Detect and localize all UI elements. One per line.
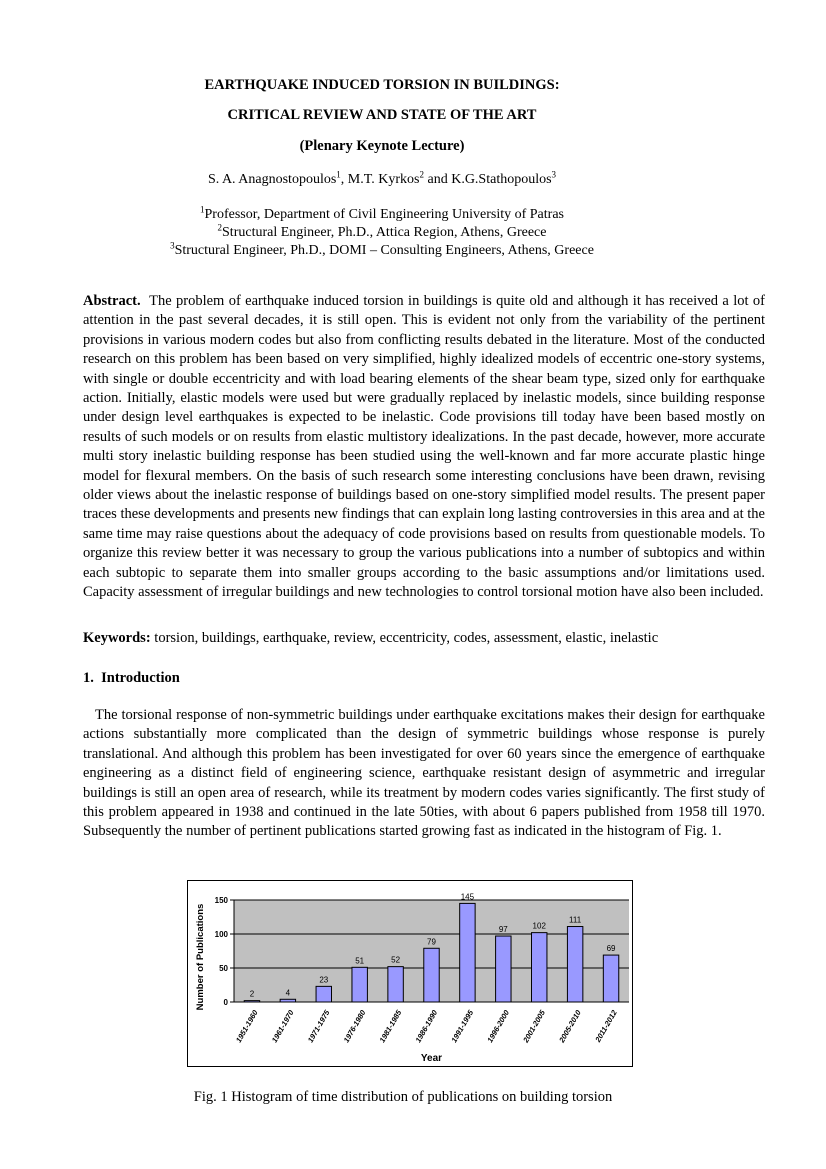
affiliation-mark: 3 [170, 240, 175, 251]
bar [280, 999, 295, 1002]
x-tick-label: 1951-1960 [233, 1008, 260, 1045]
x-tick-label: 1991-1995 [449, 1008, 476, 1045]
section-heading [83, 670, 180, 687]
abstract [83, 292, 765, 603]
y-tick-label: 150 [214, 896, 228, 905]
bar [460, 903, 475, 1002]
section-number: 1. [83, 670, 94, 686]
author-name: M.T. Kyrkos [347, 172, 420, 187]
publication-histogram [188, 881, 634, 1068]
author-name: S. A. Anagnostopoulos [207, 172, 337, 187]
affiliation-mark: 1 [200, 204, 205, 215]
keywords-label: Keywords: [83, 630, 151, 646]
bar [244, 1001, 259, 1002]
x-tick-label: 1961-1970 [269, 1008, 296, 1045]
affiliation [0, 206, 764, 224]
bar [352, 967, 367, 1002]
bar-data-label: 79 [427, 937, 436, 947]
y-tick-label: 100 [214, 930, 228, 939]
bar [496, 936, 511, 1002]
bar [424, 948, 439, 1002]
bar [532, 933, 547, 1002]
x-tick-label: 1981-1985 [377, 1008, 404, 1045]
affiliation-text: Structural Engineer, Ph.D., Attica Region, Athens, Greece [222, 225, 547, 240]
bar-data-label: 111 [569, 915, 582, 925]
keywords-text: torsion, buildings, earthquake, review, eccentricity, codes, assessment, elastic, inelastic [154, 630, 659, 646]
x-tick-label: 1971-1975 [305, 1008, 332, 1045]
y-axis-title: Number of Publications [195, 903, 206, 1011]
affiliation [0, 242, 764, 260]
bar-data-label: 23 [319, 975, 329, 985]
affiliation-mark: 2 [217, 222, 223, 233]
bar [388, 967, 403, 1002]
bar [316, 986, 331, 1002]
author-mark: 3 [551, 169, 557, 180]
bar-data-label: 69 [606, 944, 616, 954]
bar-data-label: 102 [532, 921, 546, 931]
bar [567, 927, 582, 1002]
abstract-text: The problem of earthquake induced torsion in buildings is quite old and although it has received a lot of attention in the past several decades, it is still open. This is evident not only from the variability of the pertinent provisions in various modern codes but also from conflicting results debated in the literature. Most of the conducted research on this problem has been based on very simplified, highly idealized models of eccentric one-story systems, with single or double eccentricity and with load bearing elements of the shear beam type, sized only for earthquake action. Initially, elastic models were used but were gradually replaced by inelastic models, since building response under design level earthquakes is expected to be inelastic. Code provisions till today have been based mostly on results of such models or on results from elastic multistory idealizations. In the past decade, however, more accurate multi story inelastic building response has been studied using the well-known and far more accurate plastic hinge model for flexural members. On the basis of such research some interesting conclusions have been drawn, revising older views about the inelastic response of buildings based on one-story simplified model results. The present paper traces these developments and presents new findings that can explain long lasting controversies in this area and at the same time may raise questions about the adequacy of code provisions based on results from questionable models. To organize this review better it was necessary to group the various publications into a number of subtopics and within each subtopic to separate them into smaller groups according to the basic assumptions and/or limitations used. Capacity assessment of irregular buildings and new technologies to control torsional motion have also been included. [83, 293, 765, 601]
keywords [83, 629, 765, 648]
y-tick-label: 50 [219, 964, 228, 973]
x-tick-label: 2011-2012 [593, 1008, 619, 1044]
abstract-label: Abstract. [83, 293, 141, 309]
author-separator: and [423, 172, 452, 187]
author-separator: , [340, 172, 348, 187]
bar-data-label: 97 [498, 925, 508, 935]
author-name: K.G.Stathopoulos [451, 172, 552, 187]
paper-title-line-2: CRITICAL REVIEW AND STATE OF THE ART [227, 107, 537, 123]
introduction-paragraph: The torsional response of non-symmetric buildings under earthquake excitations makes their design for earthquake actions substantially more complicated than the design of symmetric buildings whose response is purely translational. And although this problem has been investigated for over 60 years since the emergence of earthquake engineering as a distinct field of engineering science, earthquake resistant design of asymmetric and irregular buildings is still an open area of research, while its treatment by modern codes varies significantly. The first study of this problem appeared in 1938 and continued in the late 50ties, with about 6 papers published from 1958 till 1970. Subsequently the number of pertinent publications started growing fast as indicated in the histogram of Fig. 1. [83, 707, 765, 840]
bar-data-label: 2 [249, 989, 255, 999]
bar-data-label: 51 [355, 956, 365, 966]
x-tick-label: 1976-1980 [341, 1008, 368, 1045]
affiliation-text: Structural Engineer, Ph.D., DOMI – Consulting Engineers, Athens, Greece [174, 243, 594, 258]
bar-data-label: 52 [391, 955, 401, 965]
figure-caption: Fig. 1 Histogram of time distribution of publications on building torsion [193, 1089, 613, 1105]
bar-data-label: 4 [285, 988, 291, 998]
affiliation [0, 224, 764, 242]
paper-subtitle: (Plenary Keynote Lecture) [299, 138, 465, 154]
author-mark: 1 [336, 169, 341, 180]
x-tick-label: 2005-2010 [557, 1008, 583, 1045]
affiliation-text: Professor, Department of Civil Engineering University of Patras [204, 207, 564, 222]
x-tick-label: 1986-1990 [413, 1008, 440, 1045]
x-tick-label: 2001-2005 [521, 1008, 547, 1045]
y-tick-label: 0 [223, 998, 228, 1007]
affiliation-list [0, 206, 764, 260]
author-mark: 2 [419, 169, 424, 180]
author-list [0, 169, 764, 188]
x-tick-label: 1996-2000 [485, 1008, 512, 1045]
x-axis-title: Year [420, 1053, 443, 1064]
figure-1 [187, 880, 633, 1067]
bar [603, 955, 618, 1002]
section-title: Introduction [101, 670, 180, 686]
bar-data-label: 145 [460, 892, 475, 902]
paper-title-line-1: EARTHQUAKE INDUCED TORSION IN BUILDINGS: [204, 77, 560, 93]
